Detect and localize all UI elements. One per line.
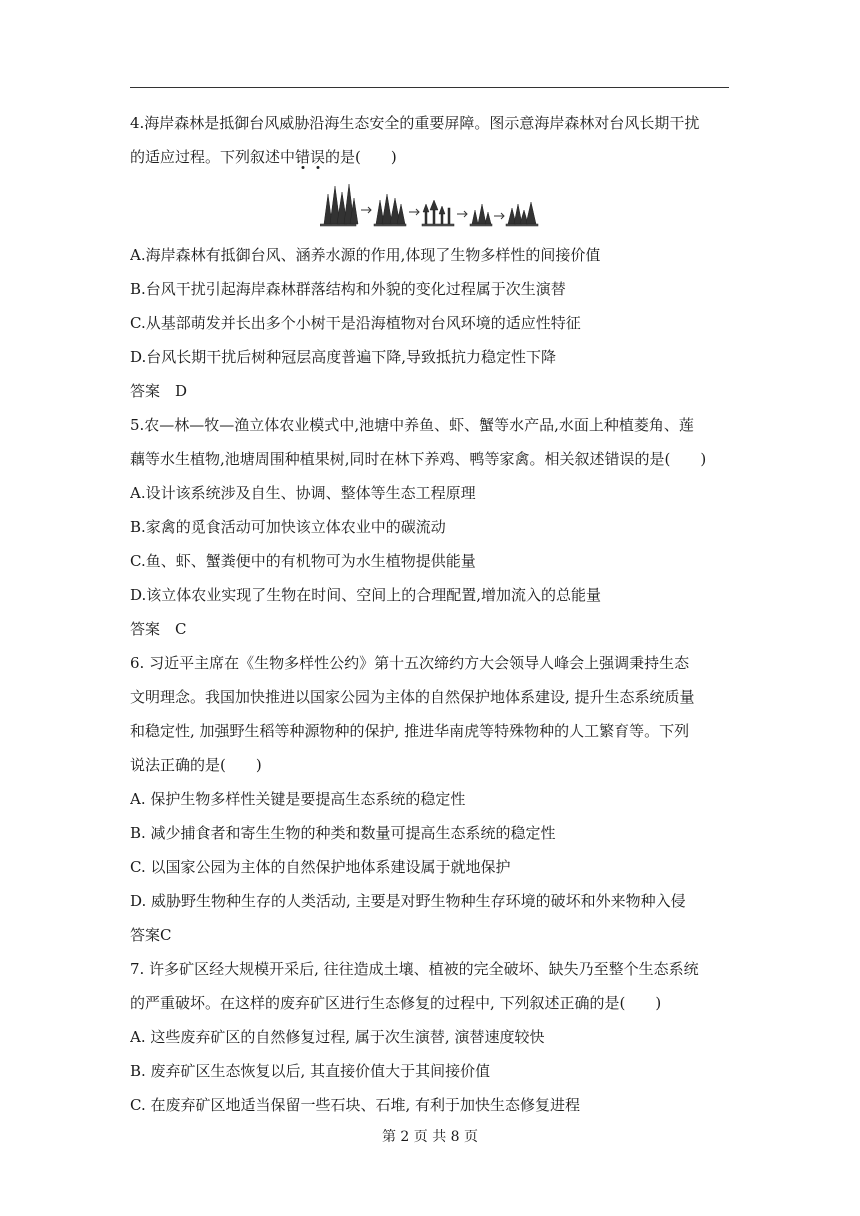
q4-stem-line-2 (130, 140, 730, 174)
q5-option-b: B.家禽的觅食活动可加快该立体农业中的碳流动 (130, 518, 446, 536)
q6-stem-line-1: 6. 习近平主席在《生物多样性公约》第十五次缔约方大会领导人峰会上强调秉持生态 (130, 654, 690, 672)
q7-option-a: A. 这些废弃矿区的自然修复过程, 属于次生演替, 演替速度较快 (130, 1028, 545, 1046)
q6-answer: 答案C (130, 926, 172, 944)
page-content (130, 106, 730, 1122)
q4-option-b: B.台风干扰引起海岸森林群落结构和外貌的变化过程属于次生演替 (130, 280, 566, 298)
q4-option-a: A.海岸森林有抵御台风、涵养水源的作用,体现了生物多样性的间接价值 (130, 246, 601, 264)
q6-option-d: D. 威胁野生物种生存的人类活动, 主要是对野生物种生存环境的破坏和外来物种入侵 (130, 892, 686, 910)
q5-stem-line-2: 藕等水生植物,池塘周围种植果树,同时在林下养鸡、鸭等家禽。相关叙述错误的是( ) (130, 450, 707, 468)
q4-stem-line-1: 4.海岸森林是抵御台风威胁沿海生态安全的重要屏障。图示意海岸森林对台风长期干扰 (130, 114, 700, 132)
forest-succession-illustration (320, 180, 540, 232)
q4-stem-post: 的是( ) (325, 148, 397, 166)
q6-stem-line-4: 说法正确的是( ) (130, 756, 262, 774)
q6-stem-line-2: 文明理念。我国加快推进以国家公园为主体的自然保护地体系建设, 提升生态系统质量 (130, 688, 695, 706)
q7-stem-line-2: 的严重破坏。在这样的废弃矿区进行生态修复的过程中, 下列叙述正确的是( ) (130, 994, 662, 1012)
q7-option-c: C. 在废弃矿区地适当保留一些石块、石堆, 有利于加快生态修复进程 (130, 1096, 581, 1114)
page-number-footer: 第 2 页 共 8 页 (381, 1129, 479, 1145)
q5-option-d: D.该立体农业实现了生物在时间、空间上的合理配置,增加流入的总能量 (130, 586, 602, 604)
q5-answer: 答案 C (130, 620, 187, 638)
q4-emphasis-char-1: 错 (295, 148, 311, 166)
q7-option-b: B. 废弃矿区生态恢复以后, 其直接价值大于其间接价值 (130, 1062, 491, 1080)
q5-stem-line-1: 5.农—林—牧—渔立体农业模式中,池塘中养鱼、虾、蟹等水产品,水面上种植菱角、莲 (130, 416, 694, 434)
q4-option-c: C.从基部萌发并长出多个小树干是沿海植物对台风环境的适应性特征 (130, 314, 581, 332)
q5-option-c: C.鱼、虾、蟹粪便中的有机物可为水生植物提供能量 (130, 552, 476, 570)
q6-stem-line-3: 和稳定性, 加强野生稻等种源物种的保护, 推进华南虎等特殊物种的人工繁育等。下列 (130, 722, 690, 740)
header-rule (130, 87, 729, 88)
q4-stem-pre: 的适应过程。下列叙述中 (130, 148, 296, 166)
q4-option-d: D.台风长期干扰后树种冠层高度普遍下降,导致抵抗力稳定性下降 (130, 348, 557, 366)
q5-option-a: A.设计该系统涉及自生、协调、整体等生态工程原理 (130, 484, 476, 502)
q6-option-b: B. 减少捕食者和寄生生物的种类和数量可提高生态系统的稳定性 (130, 824, 556, 842)
q6-option-c: C. 以国家公园为主体的自然保护地体系建设属于就地保护 (130, 858, 511, 876)
q4-answer: 答案 D (130, 382, 188, 400)
q4-emphasis-char-2: 误 (310, 148, 326, 166)
coastal-forest-figure (130, 174, 730, 238)
q6-option-a: A. 保护生物多样性关键是要提高生态系统的稳定性 (130, 790, 466, 808)
q7-stem-line-1: 7. 许多矿区经大规模开采后, 往往造成土壤、植被的完全破坏、缺失乃至整个生态系统 (130, 960, 699, 978)
